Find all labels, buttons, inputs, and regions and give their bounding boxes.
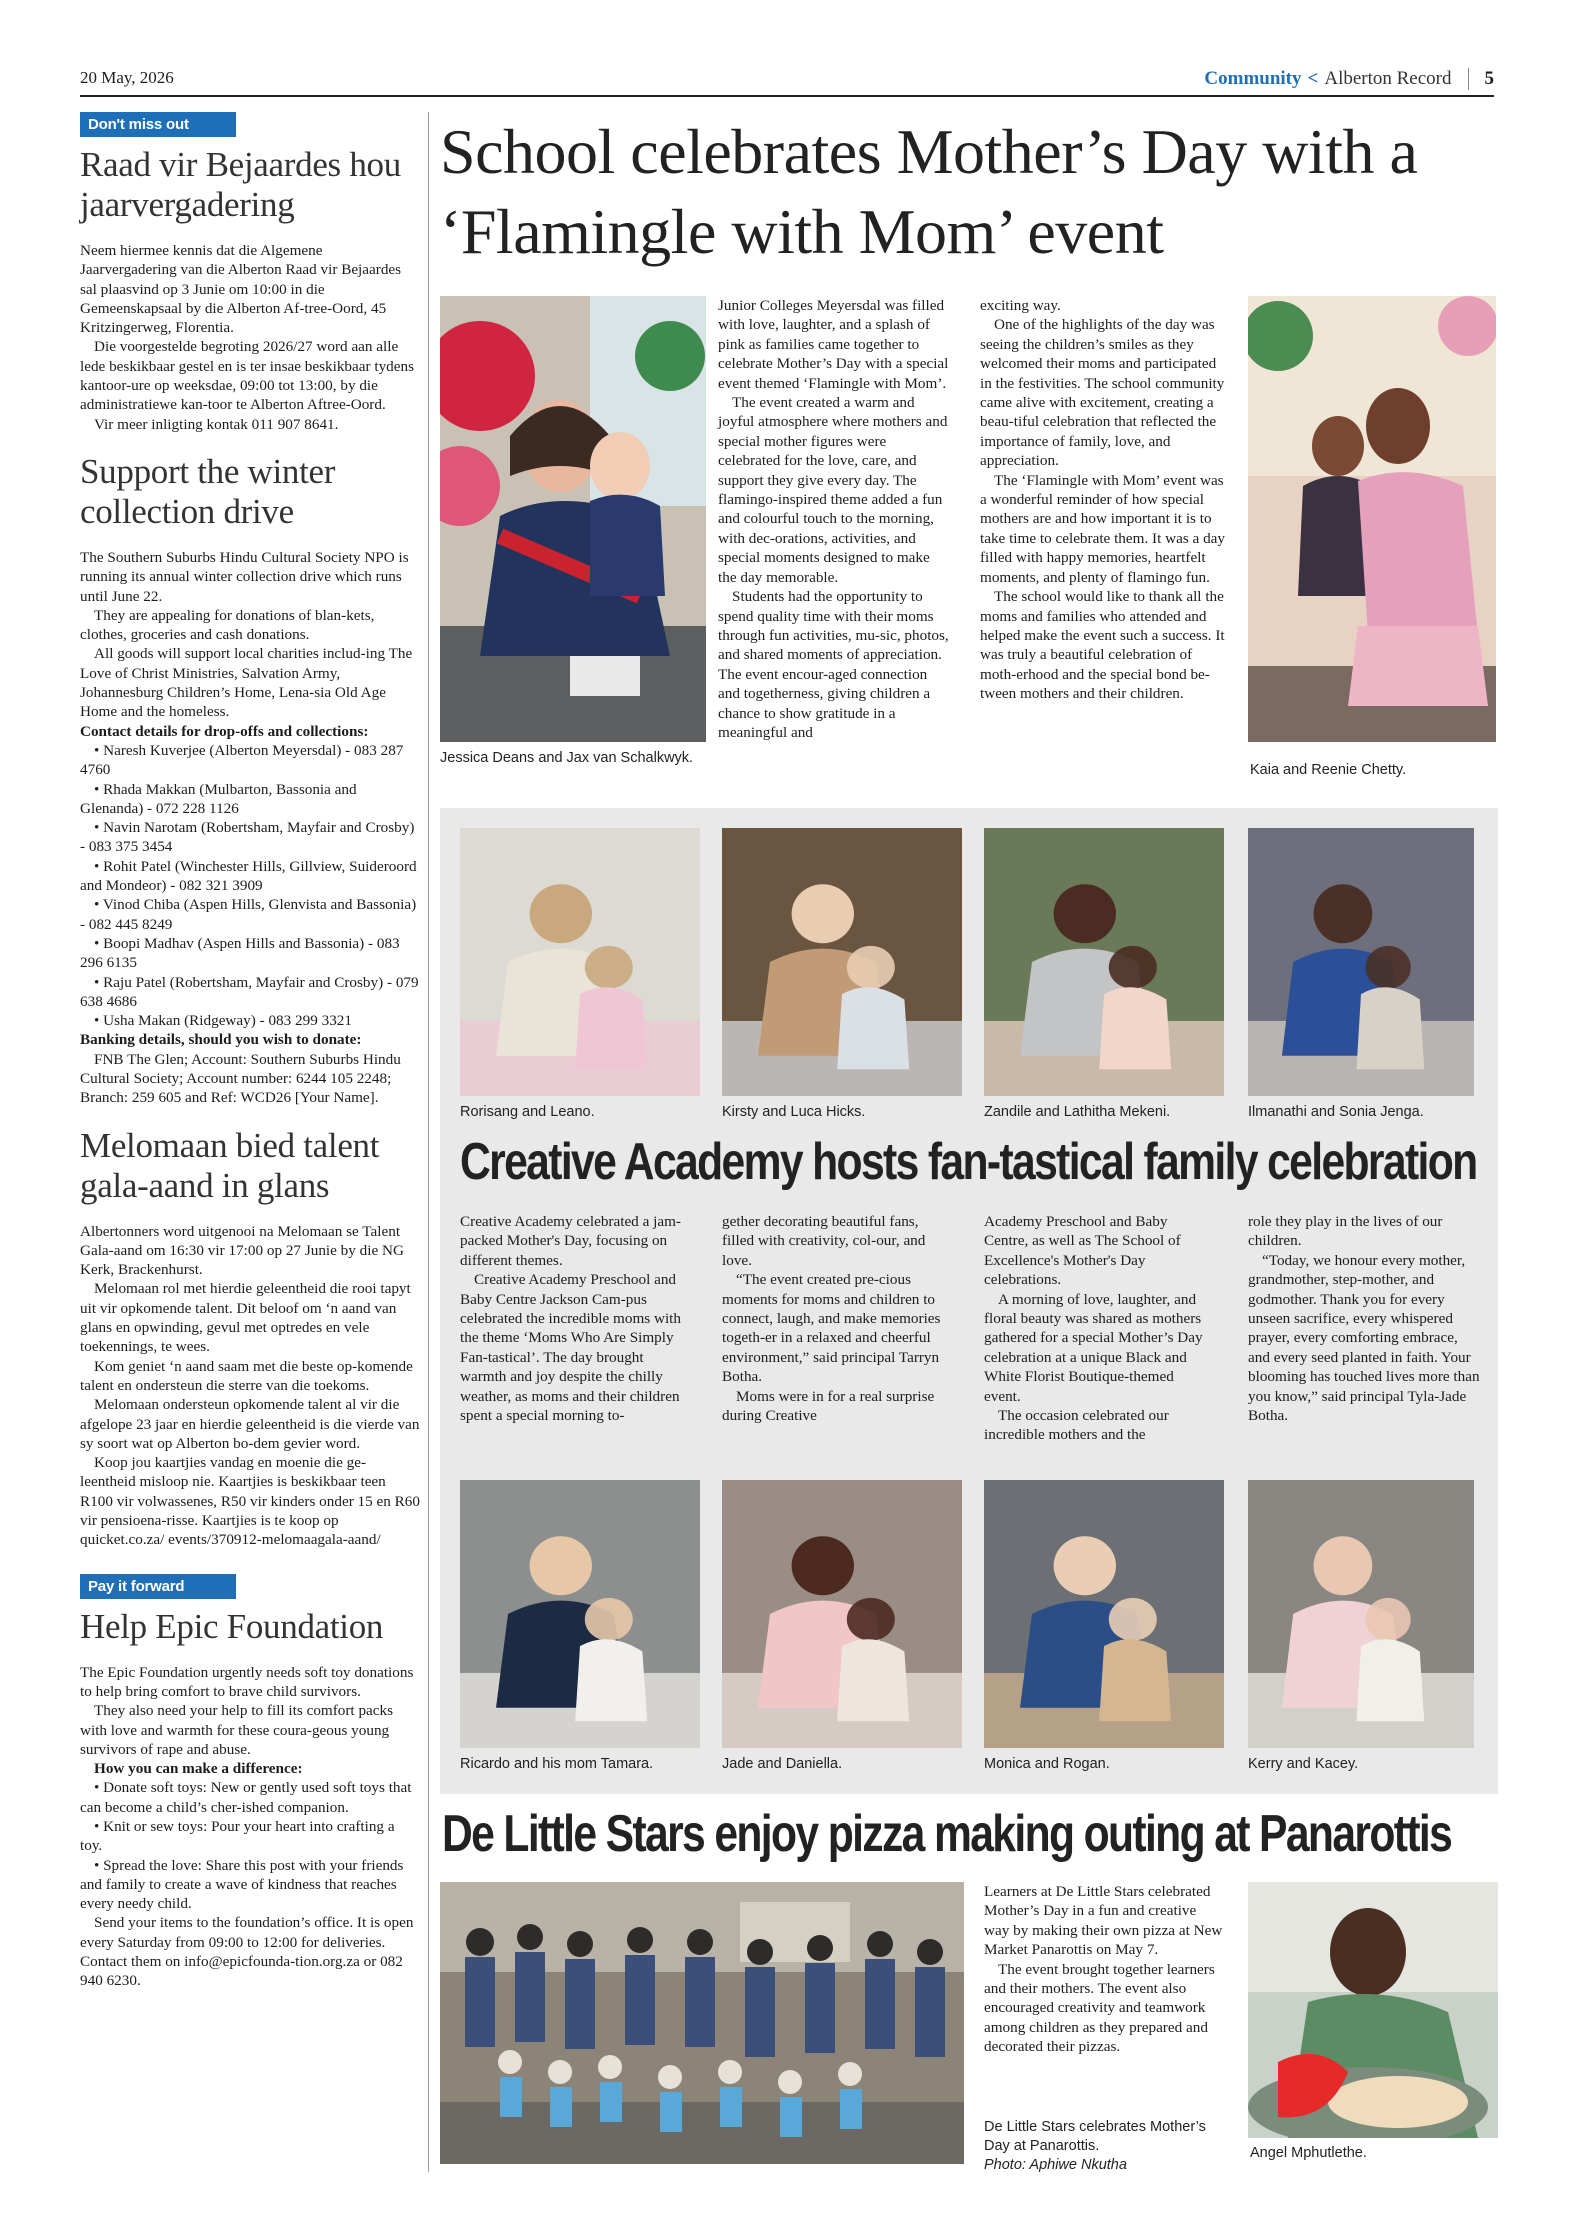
article-title-raad: Raad vir Bejaardes hou jaarvergadering — [80, 145, 401, 224]
list-item: • Knit or sew toys: Pour your heart into crafting a toy. — [80, 1818, 395, 1855]
creative-top-photo-3 — [984, 828, 1224, 1096]
section-separator: < — [1307, 68, 1319, 89]
creative-bottom-caption-4: Kerry and Kacey. — [1248, 1756, 1359, 1772]
left-column — [80, 112, 420, 1991]
caption-kaia-reenie: Kaia and Reenie Chetty. — [1250, 762, 1407, 778]
story1-column-1 — [718, 296, 950, 742]
caption-jessica-jax: Jessica Deans and Jax van Schalkwyk. — [440, 750, 694, 766]
photo-jessica-jax — [440, 296, 706, 742]
contact-item: • Usha Makan (Ridgeway) - 083 299 3321 — [94, 1012, 352, 1030]
paper-name: Alberton Record — [1324, 68, 1452, 89]
photo-kaia-reenie — [1248, 296, 1496, 742]
creative-bottom-caption-3: Monica and Rogan. — [984, 1756, 1110, 1772]
section-tag-pay-it-forward: Pay it forward — [80, 1574, 236, 1599]
article-body-winter-drive — [80, 548, 420, 1108]
paragraph: One of the highlights of the day was seeing the children’s smiles as they welcomed their moms and participated in the festivities. The school community came alive with excitement, creating a beau-tiful celebration that reflected the importance of family, love, and appreciation. — [980, 316, 1225, 470]
contact-item: • Naresh Kuverjee (Alberton Meyersdal) - 083 287 4760 — [80, 741, 404, 779]
column-divider — [428, 112, 429, 2172]
banking-details: FNB The Glen; Account: Southern Suburbs Hindu Cultural Society; Account number: 6244 105 2248; Branch: 259 605 and Ref: WCD26 [Your Name]. — [80, 1050, 401, 1107]
creative-bottom-photo-2 — [722, 1480, 962, 1748]
creative-bottom-photo-1 — [460, 1480, 700, 1748]
paragraph: “Today, we honour every mother, grandmother, step-mother, and godmother. Thank you for every unseen sacrifice, every whispered prayer, every comforting embrace, and every seed planted in faith. Your blooming has touched lives more than you know,” said principal Tyla-Jade Botha. — [1248, 1251, 1480, 1425]
article-title-melomaan: Melomaan bied talent gala-aand in glans — [80, 1125, 380, 1205]
paragraph: The Southern Suburbs Hindu Cultural Society NPO is running its annual winter collection drive which runs until June 22. — [80, 548, 409, 605]
paragraph: Kom geniet ‘n aand saam met die beste op-komende talent en ondersteun die sterre van die toekoms. — [80, 1357, 413, 1394]
paragraph: A morning of love, laughter, and floral beauty was shared as mothers gathered for a special Mother’s Day celebration at a unique Black and White Florist Boutique-themed event. — [984, 1290, 1203, 1405]
creative-top-caption-1: Rorisang and Leano. — [460, 1104, 595, 1120]
contacts-label: Contact details for drop-offs and collections: — [80, 722, 369, 740]
paragraph: Moms were in for a real surprise during Creative — [722, 1387, 935, 1425]
paragraph: Junior Colleges Meyersdal was filled with love, laughter, and a splash of pink as families came together to celebrate Mother’s Day with a special event themed ‘Flamingle with Mom’. — [718, 297, 949, 392]
paragraph: Creative Academy Preschool and Baby Centre Jackson Cam-pus celebrated the incredible moms with the theme ‘Moms Who Are Simply Fan-tastical’. The day brought warmth and joy despite the chilly weather, as moms and their children spent a special morning to- — [460, 1271, 681, 1425]
caption-de-little-stars — [984, 2118, 1224, 2175]
paragraph: Send your items to the foundation’s office. It is open every Saturday from 09:00 to 12:00 for deliveries. Contact them on info@epicfounda-tion.org.za or 082 940 6230. — [80, 1914, 414, 1990]
section-tag-dont-miss-out: Don't miss out — [80, 112, 236, 137]
paragraph: The ‘Flamingle with Mom’ event was a wonderful reminder of how special mothers are and how important it is to take time to celebrate them. It was a day filled with happy memories, heartfelt moments, and plenty of flamingo fun. — [980, 471, 1226, 586]
paragraph: role they play in the lives of our children. — [1248, 1213, 1443, 1250]
contact-item: • Vinod Chiba (Aspen Hills, Glenvista and Bassonia) - 082 445 8249 — [80, 896, 417, 933]
photo-de-little-stars-group — [440, 1882, 964, 2164]
creative-bottom-caption-1: Ricardo and his mom Tamara. — [460, 1756, 654, 1772]
story2-column-3 — [984, 1212, 1214, 1445]
caption-text: De Little Stars celebrates Mother’s Day at Panarottis. — [984, 2119, 1206, 2154]
paragraph: Vir meer inligting kontak 011 907 8641. — [94, 415, 339, 433]
paragraph: Albertonners word uitgenooi na Melomaan se Talent Gala-aand om 16:30 vir 17:00 op 27 Junie by die NG Kerk, Brackenhurst. — [80, 1222, 404, 1279]
story2-column-1 — [460, 1212, 688, 1425]
paragraph: Academy Preschool and Baby Centre, as well as The School of Excellence's Mother's Day celebrations. — [984, 1213, 1181, 1289]
folio-divider — [1468, 68, 1469, 90]
creative-bottom-caption-2: Jade and Daniella. — [722, 1756, 843, 1772]
contact-item: • Raju Patel (Robertsham, Mayfair and Crosby) - 079 638 4686 — [80, 973, 419, 1010]
paragraph: Koop jou kaartjies vandag en moenie die ge-leentheid misloop nie. Kaartjies is beskikbaar teen R100 vir volwassenes, R50 vir kinders onder 15 en R60 vir pensioena-risse. Kaartjies is te koop op quicket.co.za/ events/370912-melomaagala-aand/ — [80, 1454, 420, 1549]
contact-item: • Navin Narotam (Robertsham, Mayfair and Crosby) - 083 375 3454 — [80, 819, 415, 856]
creative-bottom-photo-3 — [984, 1480, 1224, 1748]
list-item: • Spread the love: Share this post with your friends and family to create a wave of kindness that reaches every needy child. — [80, 1856, 404, 1913]
page-folio — [1204, 68, 1494, 90]
paragraph: The school would like to thank all the moms and families who attended and helped make the event such a success. It was truly a beautiful celebration of moth-erhood and the special bond be-tween mothers and their children. — [980, 588, 1225, 703]
creative-top-photo-2 — [722, 828, 962, 1096]
article-body-epic — [80, 1663, 420, 1991]
paragraph: Neem hiermee kennis dat die Algemene Jaarvergadering van die Alberton Raad vir Bejaardes sal plaasvind op 3 Junie om 10:00 in die Gemeenskapsaal by die Alberton Af-tree-Oord, 45 Kritzingerweg, Florentia. — [80, 242, 402, 337]
creative-top-photo-4 — [1248, 828, 1474, 1096]
article-title-winter-drive: Support the winter collection drive — [80, 451, 336, 531]
header-rule — [80, 95, 1494, 97]
photo-credit: Photo: Aphiwe Nkutha — [984, 2157, 1127, 2173]
paragraph: Learners at De Little Stars celebrated Mother’s Day in a fun and creative way by making their own pizza at New Market Panarottis on May 7. — [984, 1883, 1223, 1959]
paragraph: They also need your help to fill its comfort packs with love and warmth for these coura-geous young survivors of rape and abuse. — [80, 1702, 394, 1758]
creative-academy-headline: Creative Academy hosts fan-tastical family celebration — [460, 1133, 1477, 1191]
paragraph: They are appealing for donations of blan-kets, clothes, groceries and cash donations. — [80, 606, 375, 644]
article-body-melomaan — [80, 1222, 420, 1550]
banking-label: Banking details, should you wish to donate: — [80, 1031, 362, 1049]
paragraph: gether decorating beautiful fans, filled with creativity, col-our, and love. — [722, 1213, 926, 1269]
page-number: 5 — [1484, 68, 1494, 89]
contact-item: • Rohit Patel (Winchester Hills, Gillview, Suideroord and Mondeor) - 082 321 3909 — [80, 857, 417, 895]
paragraph: exciting way. — [980, 297, 1061, 314]
contact-item: • Rhada Makkan (Mulbarton, Bassonia and Glenanda) - 072 228 1126 — [80, 780, 357, 817]
paragraph: The event created a warm and joyful atmosphere where mothers and special mother figures were celebrated for the love, care, and support they give every day. The flamingo-inspired theme added a fun and colourful touch to the morning, with dec-orations, activities, and special moments designed to make the day memorable. — [718, 394, 948, 586]
creative-top-photo-1 — [460, 828, 700, 1096]
contact-item: • Boopi Madhav (Aspen Hills and Bassonia) - 083 296 6135 — [80, 934, 400, 972]
paragraph: Melomaan rol met hierdie geleentheid die rooi tapyt uit vir opkomende talent. Dit beloof om ‘n aand van glans en opwinding, gevul met optredes en vele toekennings, te wees. — [80, 1280, 411, 1356]
paragraph: The event brought together learners and their mothers. The event also encouraged creativity and teamwork among children as they prepared and decorated their pizzas. — [984, 1960, 1215, 2056]
paragraph: Students had the opportunity to spend quality time with their moms through fun activities, mu-sic, photos, and shared moments of appreciation. The event encour-aged connection and togetherness, giving children a chance to show gratitude in a meaningful and — [718, 588, 949, 741]
paragraph: Melomaan ondersteun opkomende talent al vir die afgelope 23 jaar en hierdie geleentheid is die vierde van sy soort wat op Alberton bo-dem gevier word. — [80, 1396, 420, 1452]
page-date: 20 May, 2026 — [80, 68, 174, 87]
story1-column-2 — [980, 296, 1228, 704]
de-little-stars-headline: De Little Stars enjoy pizza making outing at Panarottis — [442, 1805, 1452, 1863]
creative-bottom-photo-4 — [1248, 1480, 1474, 1748]
story3-body — [984, 1882, 1224, 2057]
bold-subhead: How you can make a difference: — [94, 1760, 303, 1778]
article-title-epic: Help Epic Foundation — [80, 1606, 384, 1646]
paragraph: “The event created pre-cious moments for moms and children to connect, laugh, and make memories togeth-er in a relaxed and cheerful environment,” said principal Tarryn Botha. — [722, 1271, 941, 1386]
paragraph: All goods will support local charities includ-ing The Love of Christ Ministries, Salvation Army, Johannesburg Children’s Home, Lena-sia Old Age Home and the homeless. — [80, 645, 413, 721]
creative-top-caption-3: Zandile and Lathitha Mekeni. — [984, 1104, 1171, 1120]
creative-top-caption-4: Ilmanathi and Sonia Jenga. — [1248, 1104, 1424, 1120]
main-headline: School celebrates Mother’s Day with a ‘Flamingle with Mom’ event — [440, 116, 1418, 267]
photo-angel-mphutlethe — [1248, 1882, 1498, 2138]
creative-top-caption-2: Kirsty and Luca Hicks. — [722, 1104, 866, 1120]
story2-column-4 — [1248, 1212, 1480, 1425]
caption-angel: Angel Mphutlethe. — [1250, 2145, 1367, 2161]
paragraph: Die voorgestelde begroting 2026/27 word aan alle lede beskikbaar gestel en is ter insae beskikbaar tydens kantoor-ure op weeksdae, 09:00 tot 13:00, by die administratiewe kan-toor te Alberton Aftree-Oord. — [80, 338, 415, 414]
section-name: Community — [1204, 68, 1302, 89]
story2-column-2 — [722, 1212, 950, 1425]
paragraph: Creative Academy celebrated a jam-packed Mother's Day, focusing on different themes. — [460, 1213, 681, 1269]
list-item: • Donate soft toys: New or gently used soft toys that can become a child’s cher-ished companion. — [80, 1779, 412, 1816]
paragraph: The occasion celebrated our incredible mothers and the — [984, 1407, 1169, 1444]
paragraph: The Epic Foundation urgently needs soft toy donations to help bring comfort to brave child survivors. — [80, 1663, 414, 1700]
article-body-raad — [80, 241, 420, 434]
